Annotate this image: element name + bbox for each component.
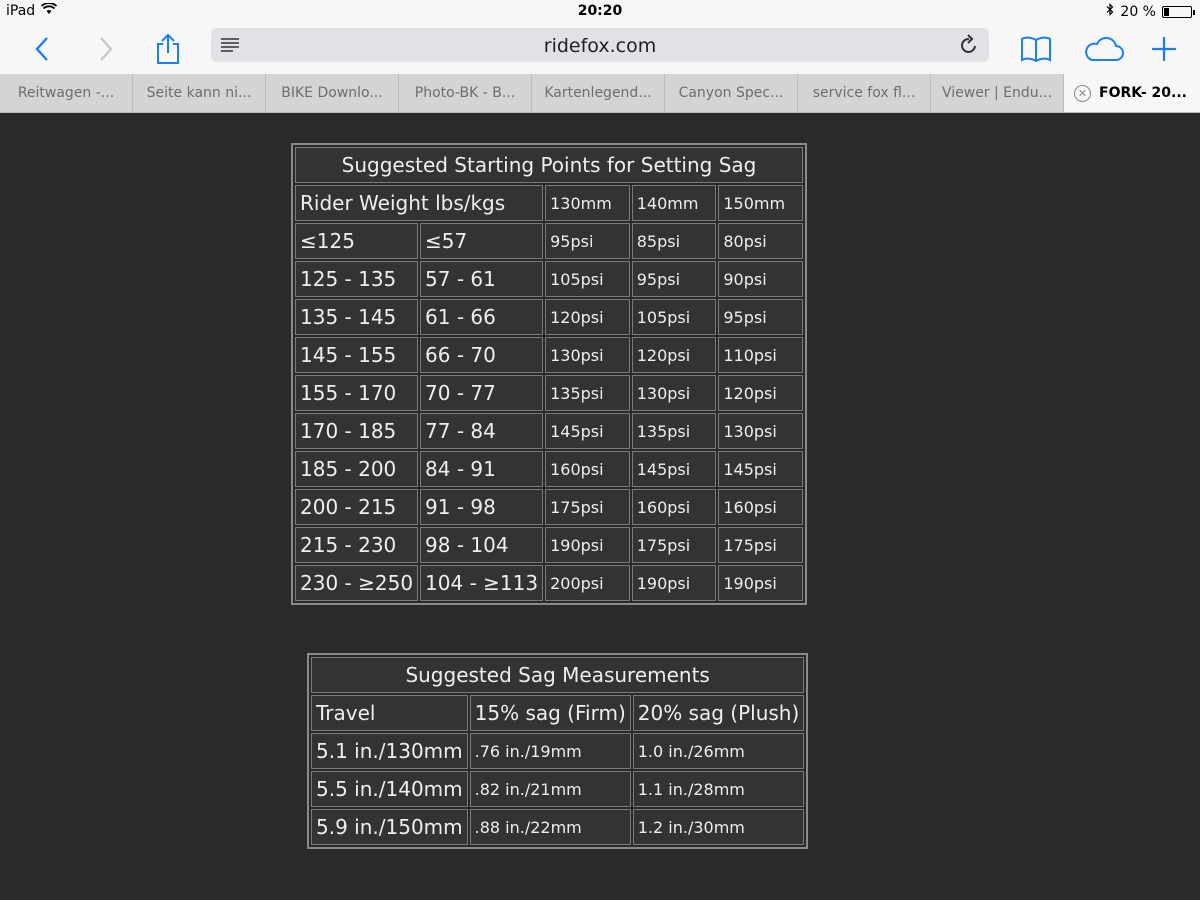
table-row [295,565,803,601]
icloud-tabs-icon[interactable] [1080,30,1126,68]
table-row [311,809,804,845]
tab[interactable]: Seite kann ni... [133,74,266,112]
tab-bar [0,74,1200,113]
table-cell: 95psi [545,223,630,259]
forward-icon[interactable] [86,30,126,68]
table-cell: 190psi [545,527,630,563]
table-cell: 190psi [632,565,717,601]
table-row [295,261,803,297]
table-header-cell: 130mm [545,185,630,221]
table-row [311,733,804,769]
table-row [311,771,804,807]
device-label: iPad [6,3,36,19]
table-cell: 5.9 in./150mm [311,809,468,845]
table-cell: 105psi [632,299,717,335]
new-tab-icon[interactable] [1144,30,1184,68]
tab[interactable]: Canyon Spec... [665,74,798,112]
sag-pressure-table [291,143,807,605]
table-cell: 120psi [545,299,630,335]
back-icon[interactable] [22,30,62,68]
status-bar [0,0,1200,24]
table-cell: 160psi [545,451,630,487]
table-cell: 98 - 104 [420,527,543,563]
table-cell: 57 - 61 [420,261,543,297]
table-cell: 145psi [718,451,803,487]
table-cell: 105psi [545,261,630,297]
table-cell: 175psi [545,489,630,525]
table-cell: 130psi [718,413,803,449]
table-cell: 90psi [718,261,803,297]
share-icon[interactable] [148,30,188,68]
battery-icon [1162,6,1192,18]
table-cell: ≤57 [420,223,543,259]
table-cell: ≤125 [295,223,418,259]
table-cell: 77 - 84 [420,413,543,449]
table-cell: 170 - 185 [295,413,418,449]
tab[interactable]: Kartenlegend... [532,74,665,112]
table-cell: 185 - 200 [295,451,418,487]
table-cell: .82 in./21mm [470,771,631,807]
table-cell: 135 - 145 [295,299,418,335]
table-row [295,337,803,373]
tab[interactable]: Reitwagen -... [0,74,133,112]
table-cell: 130psi [632,375,717,411]
table-cell: 70 - 77 [420,375,543,411]
table-cell: 91 - 98 [420,489,543,525]
table-cell: 5.1 in./130mm [311,733,468,769]
table-cell: 1.2 in./30mm [633,809,805,845]
table-cell: 120psi [632,337,717,373]
tab-active[interactable]: ✕ FORK- 20... [1064,74,1200,112]
table-cell: .88 in./22mm [470,809,631,845]
battery-percent: 20 % [1120,3,1156,20]
table-cell: 215 - 230 [295,527,418,563]
table-row [295,413,803,449]
table-cell: 190psi [718,565,803,601]
table-cell: 145 - 155 [295,337,418,373]
table-cell: .76 in./19mm [470,733,631,769]
table-cell: 145psi [632,451,717,487]
table-header-cell: 140mm [632,185,717,221]
table-header-cell: Rider Weight lbs/kgs [295,185,543,221]
tab[interactable]: Viewer | Endu... [931,74,1064,112]
table-cell: 200 - 215 [295,489,418,525]
table-cell: 175psi [632,527,717,563]
table-cell: 125 - 135 [295,261,418,297]
close-tab-icon[interactable]: ✕ [1074,85,1091,102]
table-title: Suggested Starting Points for Setting Sag [295,147,803,183]
table-row [295,451,803,487]
table-row [295,527,803,563]
table-row [295,299,803,335]
table-header-cell: 20% sag (Plush) [633,695,805,731]
address-bar[interactable] [211,28,989,62]
table-cell: 95psi [718,299,803,335]
table-row [295,223,803,259]
table-cell: 104 - ≥113 [420,565,543,601]
table-header-cell: 150mm [718,185,803,221]
table-cell: 230 - ≥250 [295,565,418,601]
table-cell: 1.0 in./26mm [633,733,805,769]
table-cell: 135psi [632,413,717,449]
table-cell: 120psi [718,375,803,411]
url-text: ridefox.com [543,35,657,57]
table-cell: 175psi [718,527,803,563]
table-cell: 5.5 in./140mm [311,771,468,807]
clock: 20:20 [577,3,623,19]
tab[interactable]: service fox fl... [798,74,931,112]
table-cell: 130psi [545,337,630,373]
table-header-cell: Travel [311,695,468,731]
table-cell: 135psi [545,375,630,411]
reload-icon[interactable] [959,34,979,60]
table-cell: 66 - 70 [420,337,543,373]
bookmarks-icon[interactable] [1016,30,1056,68]
table-cell: 160psi [632,489,717,525]
table-cell: 145psi [545,413,630,449]
tab[interactable]: BIKE Downlo... [266,74,399,112]
table-cell: 84 - 91 [420,451,543,487]
table-title: Suggested Sag Measurements [311,657,804,693]
table-cell: 1.1 in./28mm [633,771,805,807]
sag-measurement-table [307,653,808,849]
table-cell: 160psi [718,489,803,525]
table-row [295,375,803,411]
table-cell: 95psi [632,261,717,297]
table-cell: 155 - 170 [295,375,418,411]
table-cell: 61 - 66 [420,299,543,335]
table-cell: 200psi [545,565,630,601]
bluetooth-icon [1106,3,1114,20]
table-row [295,489,803,525]
tab[interactable]: Photo-BK - B... [399,74,532,112]
table-cell: 110psi [718,337,803,373]
table-cell: 80psi [718,223,803,259]
table-header-cell: 15% sag (Firm) [470,695,631,731]
browser-toolbar [0,24,1200,74]
table-cell: 85psi [632,223,717,259]
